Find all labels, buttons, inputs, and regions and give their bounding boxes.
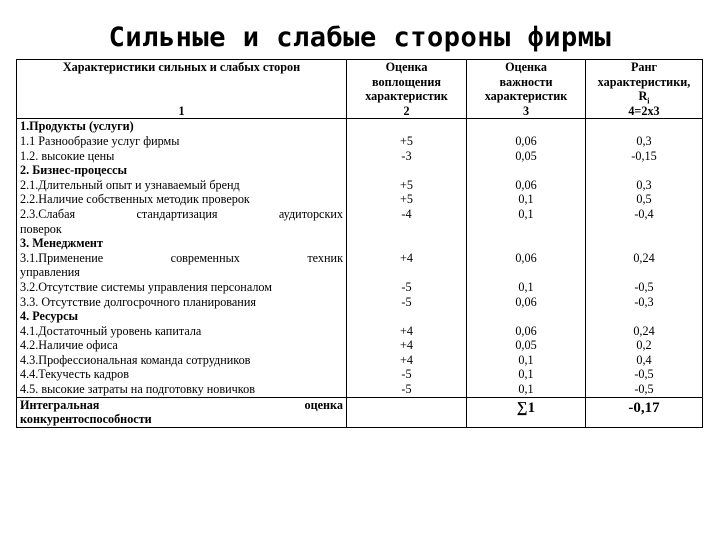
row-label: 1.1 Разнообразие услуг фирмы <box>20 133 180 148</box>
spacer <box>347 309 466 324</box>
importance-value: 0,1 <box>518 382 534 397</box>
embodiment-value: +5 <box>400 192 413 207</box>
row-label: 4.4.Текучесть кадров <box>20 367 129 382</box>
rank-value: -0,5 <box>634 279 654 294</box>
rank-value: -0,15 <box>631 148 657 163</box>
rank-value: -0,5 <box>634 382 654 397</box>
footer-label: Интегральная оценка конкурентоспособности <box>17 397 347 427</box>
section-heading: 1.Продукты (услуги) <box>20 119 134 134</box>
spacer <box>467 119 585 134</box>
rank-value: 0,3 <box>636 133 652 148</box>
column-number-2: 2 <box>403 103 410 118</box>
spacer <box>467 265 585 280</box>
swot-table <box>16 59 703 428</box>
embodiment-column <box>347 119 467 397</box>
embodiment-value: +4 <box>400 338 413 353</box>
row-label-continuation: поверок <box>20 221 62 236</box>
row-label: 3.3. Отсутствие долгосрочного планирования <box>20 294 256 309</box>
body-row <box>17 119 703 397</box>
rank-value: 0,5 <box>636 192 652 207</box>
section-heading: 2. Бизнес-процессы <box>20 163 128 178</box>
rank-value: -0,4 <box>634 206 654 221</box>
header-row <box>17 60 703 119</box>
rank-value: -0,5 <box>634 367 654 382</box>
row-label: 2.2.Наличие собственных методик проверок <box>20 192 250 207</box>
row-label: 4.5. высокие затраты на подготовку новичков <box>20 382 255 397</box>
integral-total: -0,17 <box>586 397 703 427</box>
importance-value: 0,1 <box>518 192 534 207</box>
importance-value: 0,1 <box>518 367 534 382</box>
section-heading: 3. Менеджмент <box>20 236 103 251</box>
column-number-1: 1 <box>178 103 185 118</box>
embodiment-value: -3 <box>401 148 412 163</box>
importance-value: 0,1 <box>518 352 534 367</box>
spacer <box>347 222 466 237</box>
page-title: Сильные и слабые стороны фирмы <box>108 22 612 53</box>
importance-value: 0,06 <box>515 133 537 148</box>
importance-value: 0,1 <box>518 206 534 221</box>
header-importance-score: Оценка важности характеристик 3 <box>467 60 586 119</box>
importance-sum: ∑1 <box>467 397 586 427</box>
footer-empty <box>347 397 467 427</box>
rank-value: -0,3 <box>634 294 654 309</box>
characteristics-column <box>17 119 347 397</box>
embodiment-value: +4 <box>400 323 413 338</box>
header-rank: Ранг характеристики, $R_i$ 4=2х3 <box>586 60 703 119</box>
importance-value: 0,06 <box>515 294 537 309</box>
spacer <box>586 163 702 178</box>
spacer <box>347 265 466 280</box>
spacer <box>586 236 702 251</box>
spacer <box>467 236 585 251</box>
embodiment-value: +5 <box>400 177 413 192</box>
column-number-4: 4=2х3 <box>628 103 660 118</box>
row-label-continuation: управления <box>20 265 80 280</box>
embodiment-value: -5 <box>401 367 412 382</box>
embodiment-value: +4 <box>400 250 413 265</box>
row-label: 4.3.Профессиональная команда сотрудников <box>20 352 251 367</box>
spacer <box>467 309 585 324</box>
rank-column <box>586 119 703 397</box>
rank-value: 0,4 <box>636 352 652 367</box>
row-label: 4.2.Наличие офиса <box>20 338 118 353</box>
embodiment-value: -5 <box>401 294 412 309</box>
embodiment-value: -5 <box>401 279 412 294</box>
row-label: 2.1.Длительный опыт и узнаваемый бренд <box>20 177 240 192</box>
column-number-3: 3 <box>522 103 530 118</box>
row-label: 4.1.Достаточный уровень капитала <box>20 323 202 338</box>
importance-column <box>467 119 586 397</box>
header-characteristics: Характеристики сильных и слабых сторон 1 <box>17 60 347 119</box>
row-label: 3.1.Применение современных техник <box>20 250 343 265</box>
rank-value: 0,2 <box>636 338 652 353</box>
section-heading: 4. Ресурсы <box>20 309 79 324</box>
spacer <box>347 163 466 178</box>
spacer <box>586 119 702 134</box>
spacer <box>586 265 702 280</box>
spacer <box>586 222 702 237</box>
spacer <box>347 119 466 134</box>
row-label: 2.3.Слабая стандартизация аудиторских <box>20 206 343 221</box>
footer-row <box>17 397 703 427</box>
spacer <box>467 163 585 178</box>
importance-value: 0,1 <box>518 279 534 294</box>
importance-value: 0,06 <box>515 323 537 338</box>
spacer <box>467 222 585 237</box>
importance-value: 0,06 <box>515 250 537 265</box>
embodiment-value: +4 <box>400 352 413 367</box>
row-label: 1.2. высокие цены <box>20 148 115 163</box>
rank-value: 0,24 <box>633 323 655 338</box>
importance-value: 0,05 <box>515 338 537 353</box>
embodiment-value: -4 <box>401 206 412 221</box>
importance-value: 0,06 <box>515 177 537 192</box>
header-embodiment-score: Оценка воплощения характеристик 2 <box>347 60 467 119</box>
row-label: 3.2.Отсутствие системы управления персоналом <box>20 279 272 294</box>
importance-value: 0,05 <box>515 148 537 163</box>
embodiment-value: -5 <box>401 382 412 397</box>
spacer <box>586 309 702 324</box>
rank-value: 0,24 <box>633 250 655 265</box>
spacer <box>347 236 466 251</box>
rank-value: 0,3 <box>636 177 652 192</box>
embodiment-value: +5 <box>400 133 413 148</box>
